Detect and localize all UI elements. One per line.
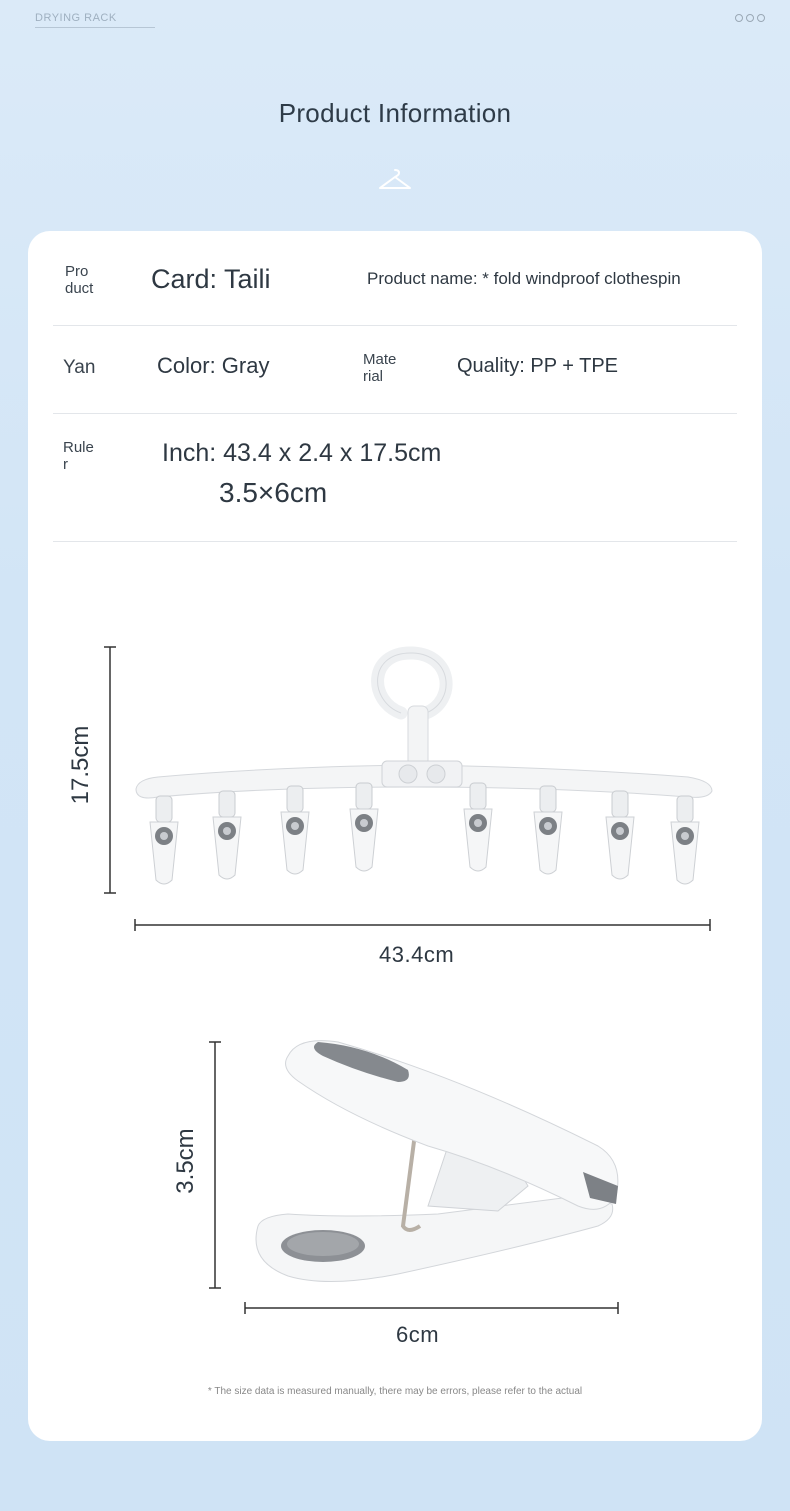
page-title: Product Information <box>278 98 512 128</box>
rack-width-label: 43.4cm <box>379 942 455 967</box>
info-row-product <box>53 231 737 326</box>
category-label: DRYING RACK <box>35 12 155 28</box>
hanger-icon <box>377 166 413 194</box>
measurement-footnote: * The size data is measured manually, there may be errors, please refer to the actual <box>207 1386 583 1397</box>
clip-group <box>150 783 699 884</box>
product-name-value: Product name: * fold windproof clothespin <box>367 269 681 288</box>
quality-value: Quality: PP + TPE <box>457 355 619 377</box>
info-row-color <box>53 325 737 414</box>
ruler-label: Rule r <box>63 439 94 473</box>
inch-value: Inch: 43.4 x 2.4 x 17.5cm <box>162 439 442 467</box>
color-value: Color: Gray <box>157 353 270 378</box>
dot-icon <box>735 14 743 22</box>
product-label: Pro duct <box>65 263 94 297</box>
material-label: Mate rial <box>363 351 397 385</box>
dot-icon <box>746 14 754 22</box>
dot-icon <box>757 14 765 22</box>
clip-size-value: 3.5×6cm <box>219 477 328 508</box>
color-label: Yan <box>63 357 96 378</box>
info-row-size <box>53 413 737 542</box>
rack-height-label: 17.5cm <box>67 725 94 805</box>
rack-figure <box>68 641 728 981</box>
info-card <box>28 231 762 1441</box>
pagination-dots <box>735 14 765 22</box>
clip-height-label: 3.5cm <box>172 1128 199 1194</box>
brand-value: Card: Taili <box>151 264 271 294</box>
clip-width-label: 6cm <box>396 1322 440 1347</box>
clip-figure <box>198 1036 638 1316</box>
